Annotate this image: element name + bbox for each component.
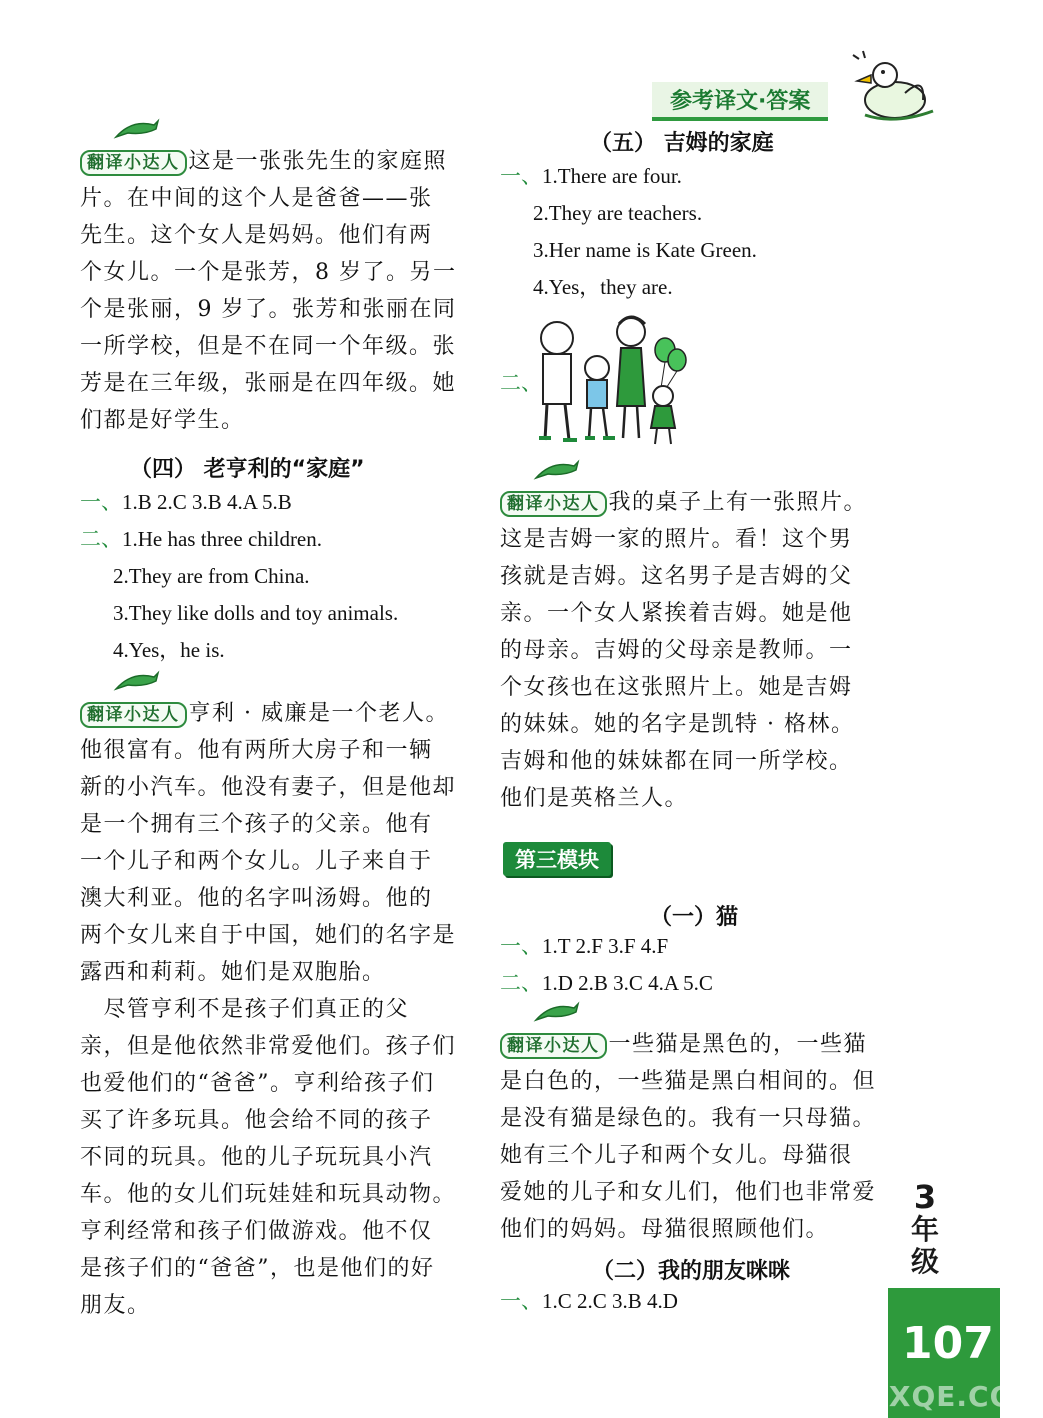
answer-label: 一、	[500, 1289, 542, 1313]
text-line: 也爱他们的“爸爸”。亨利给孩子们	[80, 1071, 435, 1096]
text-line: 亨利 · 威廉是一个老人。	[188, 701, 449, 726]
text-line: 她有三个儿子和两个女儿。母猫很	[500, 1143, 853, 1168]
answer-block	[80, 484, 398, 669]
answer-text: 4.Yes，they are.	[533, 275, 673, 299]
answer-text: 3.They like dolls and toy animals.	[113, 601, 399, 625]
translation-badge: 翻译小达人	[500, 491, 607, 517]
answer-label: 一、	[500, 164, 542, 188]
section-title: （二）我的朋友咪咪	[592, 1259, 791, 1284]
answer-text: 2.They are teachers.	[533, 201, 703, 225]
text-line: 是没有猫是绿色的。我有一只母猫。	[500, 1106, 877, 1131]
text-line: 这是吉姆一家的照片。看！这个男	[500, 527, 853, 552]
answer-text: 1.B 2.C 3.B 4.A 5.B	[122, 490, 292, 514]
grade-number: 3	[913, 1178, 937, 1216]
header-title: 参考译文·答案	[652, 82, 828, 121]
text-line: 这是一张张先生的家庭照	[188, 149, 448, 174]
page-number: 107	[902, 1318, 994, 1369]
answer-text: 3.Her name is Kate Green.	[533, 238, 757, 262]
translation-badge: 翻译小达人	[500, 1033, 607, 1059]
answer-text: 4.Yes，he is.	[113, 638, 225, 662]
duck-mascot-icon	[845, 45, 940, 130]
text-line: 车。他的女儿们玩娃娃和玩具动物。	[80, 1182, 457, 1207]
translation-paragraph-2	[80, 695, 460, 1324]
text-line: 亨利经常和孩子们做游戏。他不仅	[80, 1219, 433, 1244]
translation-paragraph-3	[500, 484, 880, 817]
section-title: （四） 老亨利的“家庭”	[130, 457, 365, 482]
answer-label: 二、	[80, 527, 122, 551]
text-line: 不同的玩具。他的儿子玩玩具小汽	[80, 1145, 433, 1170]
family-illustration	[527, 310, 692, 450]
text-line: 澳大利亚。他的名字叫汤姆。他的	[80, 886, 433, 911]
dolphin-icon	[534, 458, 580, 484]
dolphin-icon	[114, 117, 160, 143]
translation-paragraph-4	[500, 1026, 880, 1248]
grade-marker	[905, 1180, 945, 1278]
text-line: 们都是好学生。	[80, 408, 245, 433]
text-line: 个是张丽，9 岁了。张芳和张丽在同	[80, 297, 457, 322]
text-line: 芳是在三年级，张丽是在四年级。她	[80, 371, 457, 396]
answer-text: 1.There are four.	[542, 164, 682, 188]
answer-label: 二、	[500, 371, 542, 395]
answer-text: 1.He has three children.	[122, 527, 323, 551]
dolphin-icon	[534, 1000, 580, 1026]
text-line: 是孩子们的“爸爸”，也是他们的好	[80, 1256, 435, 1281]
text-line: 新的小汽车。他没有妻子，但是他却	[80, 775, 457, 800]
text-line: 露西和莉莉。她们是双胞胎。	[80, 960, 386, 985]
text-line: 一所学校，但是不在同一个年级。张	[80, 334, 457, 359]
text-line: 亲。一个女人紧挨着吉姆。她是他	[500, 601, 853, 626]
grade-text: 级	[910, 1245, 939, 1278]
text-line: 我的桌子上有一张照片。	[608, 490, 868, 515]
answer-block	[500, 928, 713, 1002]
text-line: 的母亲。吉姆的父母亲是教师。一	[500, 638, 853, 663]
answer-text: 2.They are from China.	[113, 564, 310, 588]
text-line: 买了许多玩具。他会给不同的孩子	[80, 1108, 433, 1133]
section-title: （一）猫	[650, 905, 739, 930]
text-line: 他很富有。他有两所大房子和一辆	[80, 738, 433, 763]
text-line: 两个女儿来自于中国，她们的名字是	[80, 923, 457, 948]
text-line: 孩就是吉姆。这名男子是吉姆的父	[500, 564, 853, 589]
translation-badge: 翻译小达人	[80, 702, 187, 728]
text-line: 爱她的儿子和女儿们，他们也非常爱	[500, 1180, 877, 1205]
answer-text: 1.C 2.C 3.B 4.D	[542, 1289, 678, 1313]
answer-text: 1.D 2.B 3.C 4.A 5.C	[542, 971, 713, 995]
answer-block	[500, 1283, 678, 1320]
text-line: 朋友。	[80, 1293, 151, 1318]
module-label: 第三模块	[503, 842, 611, 876]
text-line: 是一个拥有三个孩子的父亲。他有	[80, 812, 433, 837]
text-line: 吉姆和他的妹妹都在同一所学校。	[500, 749, 853, 774]
translation-paragraph-1	[80, 143, 460, 439]
section-title: （五） 吉姆的家庭	[590, 131, 774, 156]
answer-text: 1.T 2.F 3.F 4.F	[542, 934, 669, 958]
watermark-text: MXQE.COM	[860, 1380, 1043, 1413]
text-line: 一些猫是黑色的，一些猫	[608, 1032, 868, 1057]
answer-label: 二、	[500, 971, 542, 995]
text-line: 他们是英格兰人。	[500, 786, 689, 811]
text-line: 他们的妈妈。母猫很照顾他们。	[500, 1217, 830, 1242]
answer-label: 一、	[80, 490, 122, 514]
text-line: 一个儿子和两个女儿。儿子来自于	[80, 849, 433, 874]
answer-label: 一、	[500, 934, 542, 958]
text-line: 是白色的，一些猫是黑白相间的。但	[500, 1069, 877, 1094]
text-line: 个女儿。一个是张芳，8 岁了。另一	[80, 260, 457, 285]
grade-text: 年	[910, 1213, 939, 1246]
text-line: 的妹妹。她的名字是凯特 · 格林。	[500, 712, 855, 737]
text-line: 尽管亨利不是孩子们真正的父	[80, 997, 410, 1022]
translation-badge: 翻译小达人	[80, 150, 187, 176]
text-line: 片。在中间的这个人是爸爸——张	[80, 186, 433, 211]
answer-block	[500, 158, 757, 306]
text-line: 个女孩也在这张照片上。她是吉姆	[500, 675, 853, 700]
text-line: 先生。这个女人是妈妈。他们有两	[80, 223, 433, 248]
dolphin-icon	[114, 669, 160, 695]
text-line: 亲，但是他依然非常爱他们。孩子们	[80, 1034, 457, 1059]
